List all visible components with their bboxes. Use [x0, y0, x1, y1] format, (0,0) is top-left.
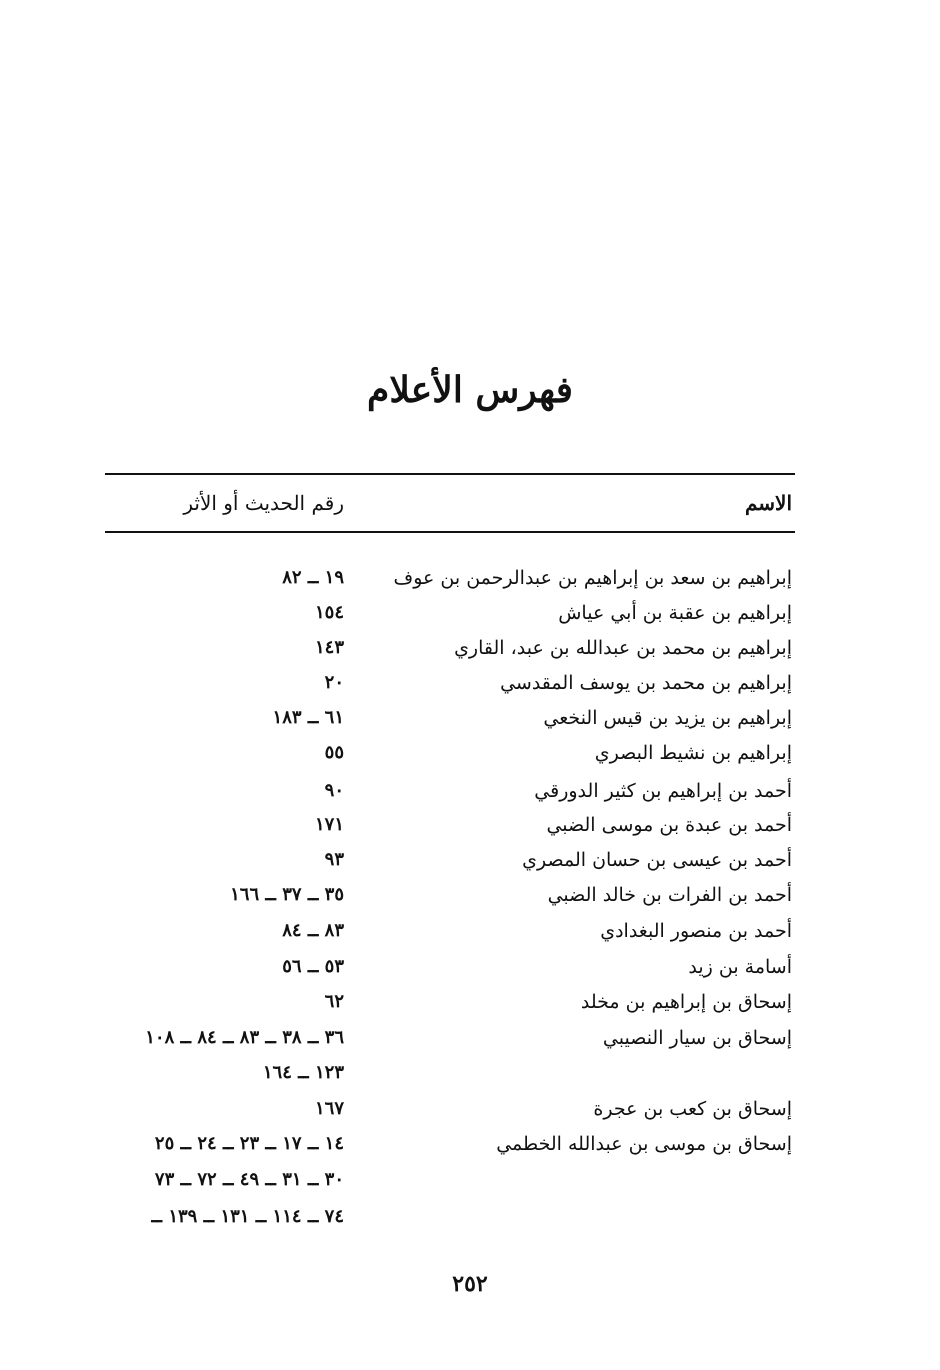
- person-name: إبراهيم بن محمد بن يوسف المقدسي: [500, 672, 792, 694]
- hadith-numbers: ١٩ ــ ٨٢: [282, 567, 344, 588]
- index-row: [0, 985, 940, 1019]
- person-name: أحمد بن عبدة بن موسى الضبي: [546, 814, 792, 836]
- hadith-numbers: ١٧١: [314, 814, 344, 835]
- column-header-reference: رقم الحديث أو الأثر: [183, 491, 344, 515]
- hadith-numbers: ٧٤ ــ ١١٤ ــ ١٣١ ــ ١٣٩ ــ: [151, 1206, 344, 1227]
- index-row: [0, 631, 940, 665]
- index-row: [0, 596, 940, 630]
- person-name: إبراهيم بن نشيط البصري: [594, 742, 792, 764]
- index-row-continuation: [0, 1163, 940, 1197]
- person-name: إسحاق بن سيار النصيبي: [602, 1027, 792, 1049]
- index-row: [0, 1021, 940, 1055]
- index-row: [0, 1092, 940, 1126]
- person-name: إبراهيم بن عقبة بن أبي عياش: [558, 602, 792, 624]
- index-row-continuation: [0, 1200, 940, 1234]
- index-row: [0, 808, 940, 842]
- page-title: فهرس الأعلام: [367, 369, 573, 411]
- hadith-numbers: ٦٢: [324, 991, 344, 1012]
- person-name: إبراهيم بن سعد بن إبراهيم بن عبدالرحمن بن عوف: [393, 567, 792, 589]
- column-header-name: الاسم: [744, 491, 792, 515]
- index-row: [0, 843, 940, 877]
- page-number: ٢٥٢: [452, 1271, 488, 1297]
- person-name: أسامة بن زيد: [688, 956, 792, 978]
- hadith-numbers: ٣٠ ــ ٣١ ــ ٤٩ ــ ٧٢ ــ ٧٣: [154, 1169, 344, 1190]
- hadith-numbers: ١٤ ــ ١٧ ــ ٢٣ ــ ٢٤ ــ ٢٥: [154, 1133, 344, 1154]
- hadith-numbers: ٣٦ ــ ٣٨ ــ ٨٣ ــ ٨٤ ــ ١٠٨: [145, 1027, 344, 1048]
- person-name: إسحاق بن إبراهيم بن مخلد: [580, 991, 792, 1013]
- person-name: أحمد بن منصور البغدادي: [600, 920, 792, 942]
- person-name: إبراهيم بن يزيد بن قيس النخعي: [543, 707, 792, 729]
- hadith-numbers: ٣٥ ــ ٣٧ ــ ١٦٦: [230, 884, 344, 905]
- index-row: [0, 701, 940, 735]
- person-name: أحمد بن الفرات بن خالد الضبي: [547, 884, 792, 906]
- hadith-numbers: ١٢٣ ــ ١٦٤: [262, 1062, 344, 1083]
- index-row: [0, 736, 940, 770]
- person-name: أحمد بن عيسى بن حسان المصري: [522, 849, 792, 871]
- person-name: إسحاق بن كعب بن عجرة: [593, 1098, 792, 1120]
- hadith-numbers: ١٥٤: [314, 602, 344, 623]
- person-name: إبراهيم بن محمد بن عبدالله بن عبد، القاري: [454, 637, 792, 659]
- index-row: [0, 914, 940, 948]
- hadith-numbers: ٥٣ ــ ٥٦: [282, 956, 344, 977]
- hadith-numbers: ٦١ ــ ١٨٣: [272, 707, 344, 728]
- hadith-numbers: ٢٠: [324, 672, 344, 693]
- index-row: [0, 561, 940, 595]
- hadith-numbers: ٩٠: [324, 780, 344, 801]
- person-name: أحمد بن إبراهيم بن كثير الدورقي: [534, 780, 792, 802]
- index-row: [0, 950, 940, 984]
- index-row: [0, 666, 940, 700]
- hadith-numbers: ٨٣ ــ ٨٤: [282, 920, 344, 941]
- index-row: [0, 878, 940, 912]
- index-row-continuation: [0, 1056, 940, 1090]
- hadith-numbers: ١٦٧: [314, 1098, 344, 1119]
- hadith-numbers: ٥٥: [324, 742, 344, 763]
- index-row: [0, 774, 940, 808]
- hadith-numbers: ١٤٣: [314, 637, 344, 658]
- index-row: [0, 1127, 940, 1161]
- person-name: إسحاق بن موسى بن عبدالله الخطمي: [496, 1133, 792, 1155]
- hadith-numbers: ٩٣: [324, 849, 344, 870]
